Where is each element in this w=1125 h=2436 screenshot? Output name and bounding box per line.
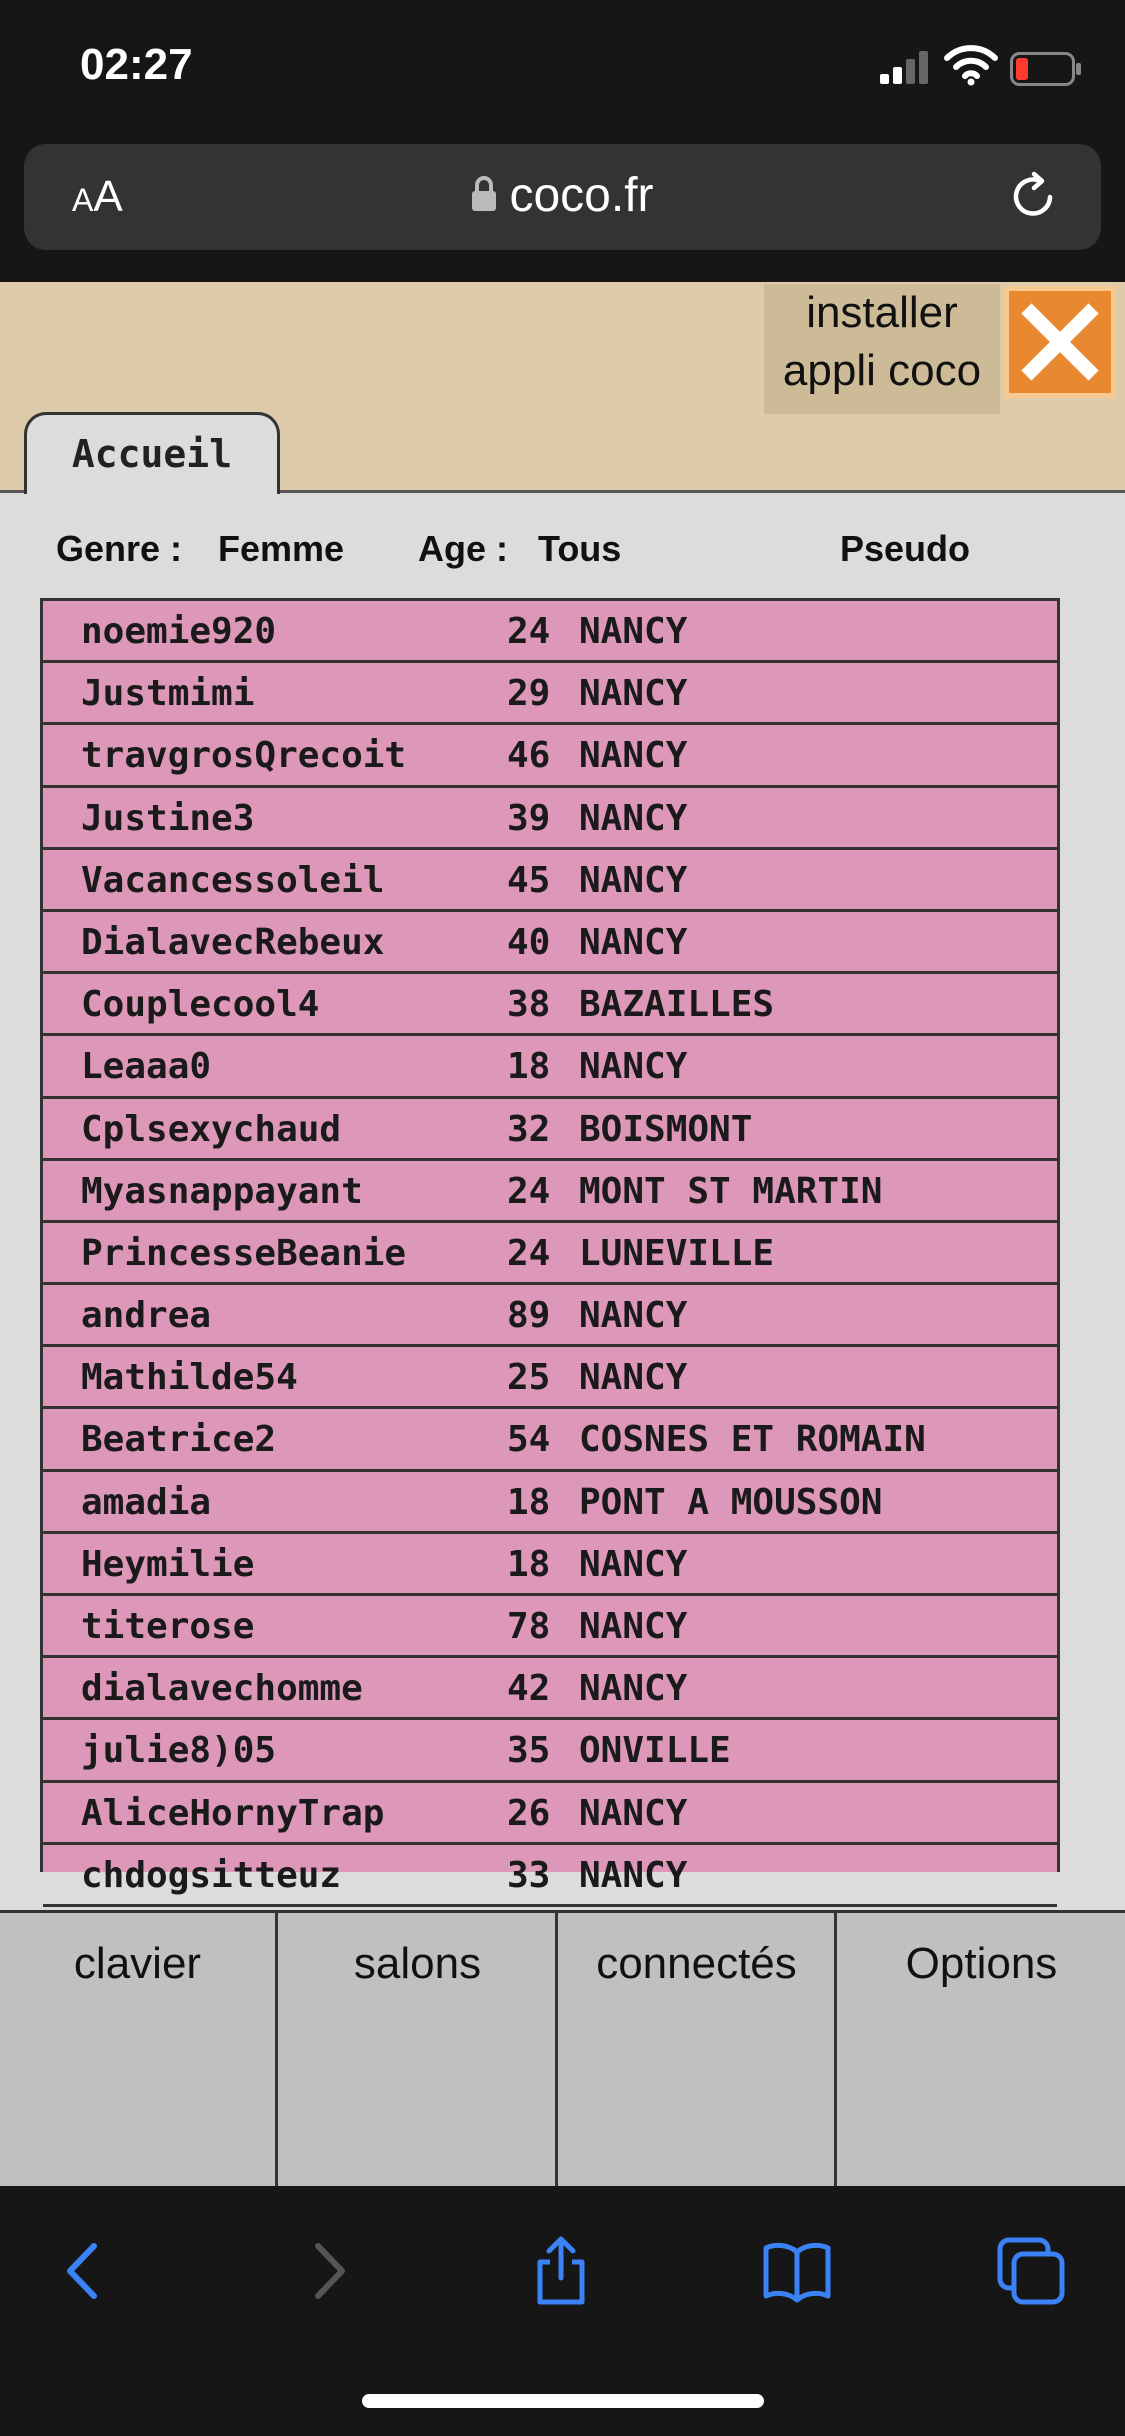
user-nick: chdogsitteuz [81, 1854, 342, 1896]
url-text: coco.fr [509, 169, 654, 222]
user-nick: amadia [81, 1481, 212, 1523]
user-city: NANCY [579, 1792, 688, 1834]
user-nick: Vacancessoleil [81, 859, 385, 901]
user-row[interactable] [43, 1161, 1057, 1223]
tabs-icon[interactable] [996, 2236, 1066, 2306]
back-icon[interactable] [50, 2236, 120, 2306]
user-city: MONT ST MARTIN [579, 1170, 883, 1212]
user-row[interactable] [43, 1285, 1057, 1347]
user-row[interactable] [43, 1223, 1057, 1285]
user-row[interactable] [43, 1720, 1057, 1782]
user-age: 35 [507, 1730, 551, 1772]
user-nick: Leaaa0 [81, 1046, 212, 1088]
status-bar [0, 0, 1125, 140]
user-row[interactable] [43, 1534, 1057, 1596]
user-age: 42 [507, 1668, 551, 1710]
user-nick: Couplecool4 [81, 984, 320, 1026]
bookmarks-icon[interactable] [762, 2236, 832, 2306]
user-age: 38 [507, 984, 551, 1026]
user-nick: Mathilde54 [81, 1357, 298, 1399]
age-select[interactable]: Tous [538, 528, 622, 569]
pseudo-search[interactable]: Pseudo [840, 528, 971, 569]
user-age: 24 [507, 1170, 551, 1212]
user-age: 25 [507, 1357, 551, 1399]
user-city: LUNEVILLE [579, 1232, 775, 1274]
install-app-button[interactable] [764, 284, 1000, 414]
genre-label: Genre : [56, 528, 183, 569]
user-city: NANCY [579, 1295, 688, 1337]
salons-button[interactable]: salons [280, 1913, 558, 2186]
user-nick: PrincesseBeanie [81, 1232, 407, 1274]
user-city: COSNES ET ROMAIN [579, 1419, 926, 1461]
user-age: 24 [507, 611, 551, 652]
tab-accueil[interactable]: Accueil [24, 412, 280, 494]
cellular-signal-icon [880, 50, 930, 84]
user-nick: Myasnappayant [81, 1170, 363, 1212]
user-age: 45 [507, 859, 551, 901]
forward-icon[interactable] [292, 2236, 362, 2306]
user-city: NANCY [579, 1606, 688, 1647]
user-age: 39 [507, 797, 551, 839]
genre-select[interactable]: Femme [218, 528, 345, 569]
user-row[interactable] [43, 1596, 1057, 1658]
user-city: NANCY [579, 611, 688, 652]
user-row[interactable] [43, 1409, 1057, 1471]
connectes-button[interactable]: connectés [559, 1913, 837, 2186]
filters-row [0, 528, 1125, 588]
user-city: NANCY [579, 859, 688, 901]
user-city: NANCY [579, 1357, 688, 1399]
user-age: 26 [507, 1792, 551, 1834]
options-button[interactable]: Options [905, 1939, 1058, 1988]
user-age: 29 [507, 673, 551, 715]
user-city: NANCY [579, 1854, 688, 1896]
user-city: BAZAILLES [579, 984, 775, 1026]
user-row[interactable] [43, 788, 1057, 850]
close-banner-button[interactable] [1004, 286, 1116, 398]
user-list [40, 598, 1060, 1896]
user-row[interactable] [43, 1658, 1057, 1720]
user-age: 32 [507, 1108, 551, 1150]
url-field[interactable] [24, 168, 1101, 223]
user-age: 78 [507, 1606, 551, 1647]
status-time: 02:27 [80, 40, 193, 89]
user-city: PONT A MOUSSON [579, 1481, 883, 1523]
share-icon[interactable] [526, 2236, 596, 2306]
age-label: Age : [418, 528, 508, 569]
user-city: NANCY [579, 1046, 688, 1088]
lock-icon [471, 175, 497, 213]
user-row[interactable] [43, 725, 1057, 787]
user-age: 40 [507, 921, 551, 963]
app-button-bar [0, 1910, 1125, 2186]
user-city: NANCY [579, 797, 688, 839]
user-age: 18 [507, 1046, 551, 1088]
user-nick: Cplsexychaud [81, 1108, 342, 1150]
user-row[interactable] [43, 1036, 1057, 1098]
install-line-2: appli coco [782, 346, 982, 395]
user-nick: dialavechomme [81, 1668, 363, 1710]
reload-icon[interactable] [1006, 170, 1060, 224]
user-row[interactable] [43, 1099, 1057, 1161]
user-nick: julie8)05 [81, 1730, 277, 1772]
tab-gap [27, 490, 277, 493]
user-row[interactable] [43, 974, 1057, 1036]
user-nick: noemie920 [81, 611, 277, 652]
user-row[interactable] [43, 1783, 1057, 1845]
user-nick: Justine3 [81, 797, 255, 839]
user-age: 18 [507, 1543, 551, 1585]
user-row[interactable] [43, 850, 1057, 912]
user-age: 24 [507, 1232, 551, 1274]
user-city: BOISMONT [579, 1108, 753, 1150]
user-nick: DialavecRebeux [81, 921, 385, 963]
user-row[interactable] [43, 601, 1057, 663]
user-city: NANCY [579, 1668, 688, 1710]
clavier-button[interactable]: clavier [0, 1913, 278, 2186]
user-city: NANCY [579, 673, 688, 715]
user-row[interactable] [43, 1845, 1057, 1907]
user-nick: Beatrice2 [81, 1419, 277, 1461]
user-row[interactable] [43, 1347, 1057, 1409]
user-row[interactable] [43, 663, 1057, 725]
user-nick: Heymilie [81, 1543, 255, 1585]
user-nick: Justmimi [81, 673, 255, 715]
user-row[interactable] [43, 1472, 1057, 1534]
address-bar[interactable] [24, 144, 1101, 250]
user-nick: travgrosQrecoit [81, 735, 407, 777]
user-city: ONVILLE [579, 1730, 731, 1772]
user-row[interactable] [43, 912, 1057, 974]
home-indicator[interactable] [362, 2394, 764, 2408]
user-age: 18 [507, 1481, 551, 1523]
install-line-1: installer [806, 288, 958, 337]
user-age: 33 [507, 1854, 551, 1896]
user-nick: andrea [81, 1295, 212, 1337]
text-size-button[interactable]: AA [72, 172, 123, 221]
user-age: 89 [507, 1295, 551, 1337]
user-nick: titerose [81, 1606, 255, 1647]
web-content [0, 282, 1125, 1910]
user-city: NANCY [579, 735, 688, 777]
user-city: NANCY [579, 921, 688, 963]
user-nick: AliceHornyTrap [81, 1792, 385, 1834]
wifi-icon [944, 44, 998, 86]
user-age: 54 [507, 1419, 551, 1461]
close-icon [1009, 291, 1111, 393]
user-age: 46 [507, 735, 551, 777]
user-city: NANCY [579, 1543, 688, 1585]
battery-low-icon [1010, 52, 1082, 86]
